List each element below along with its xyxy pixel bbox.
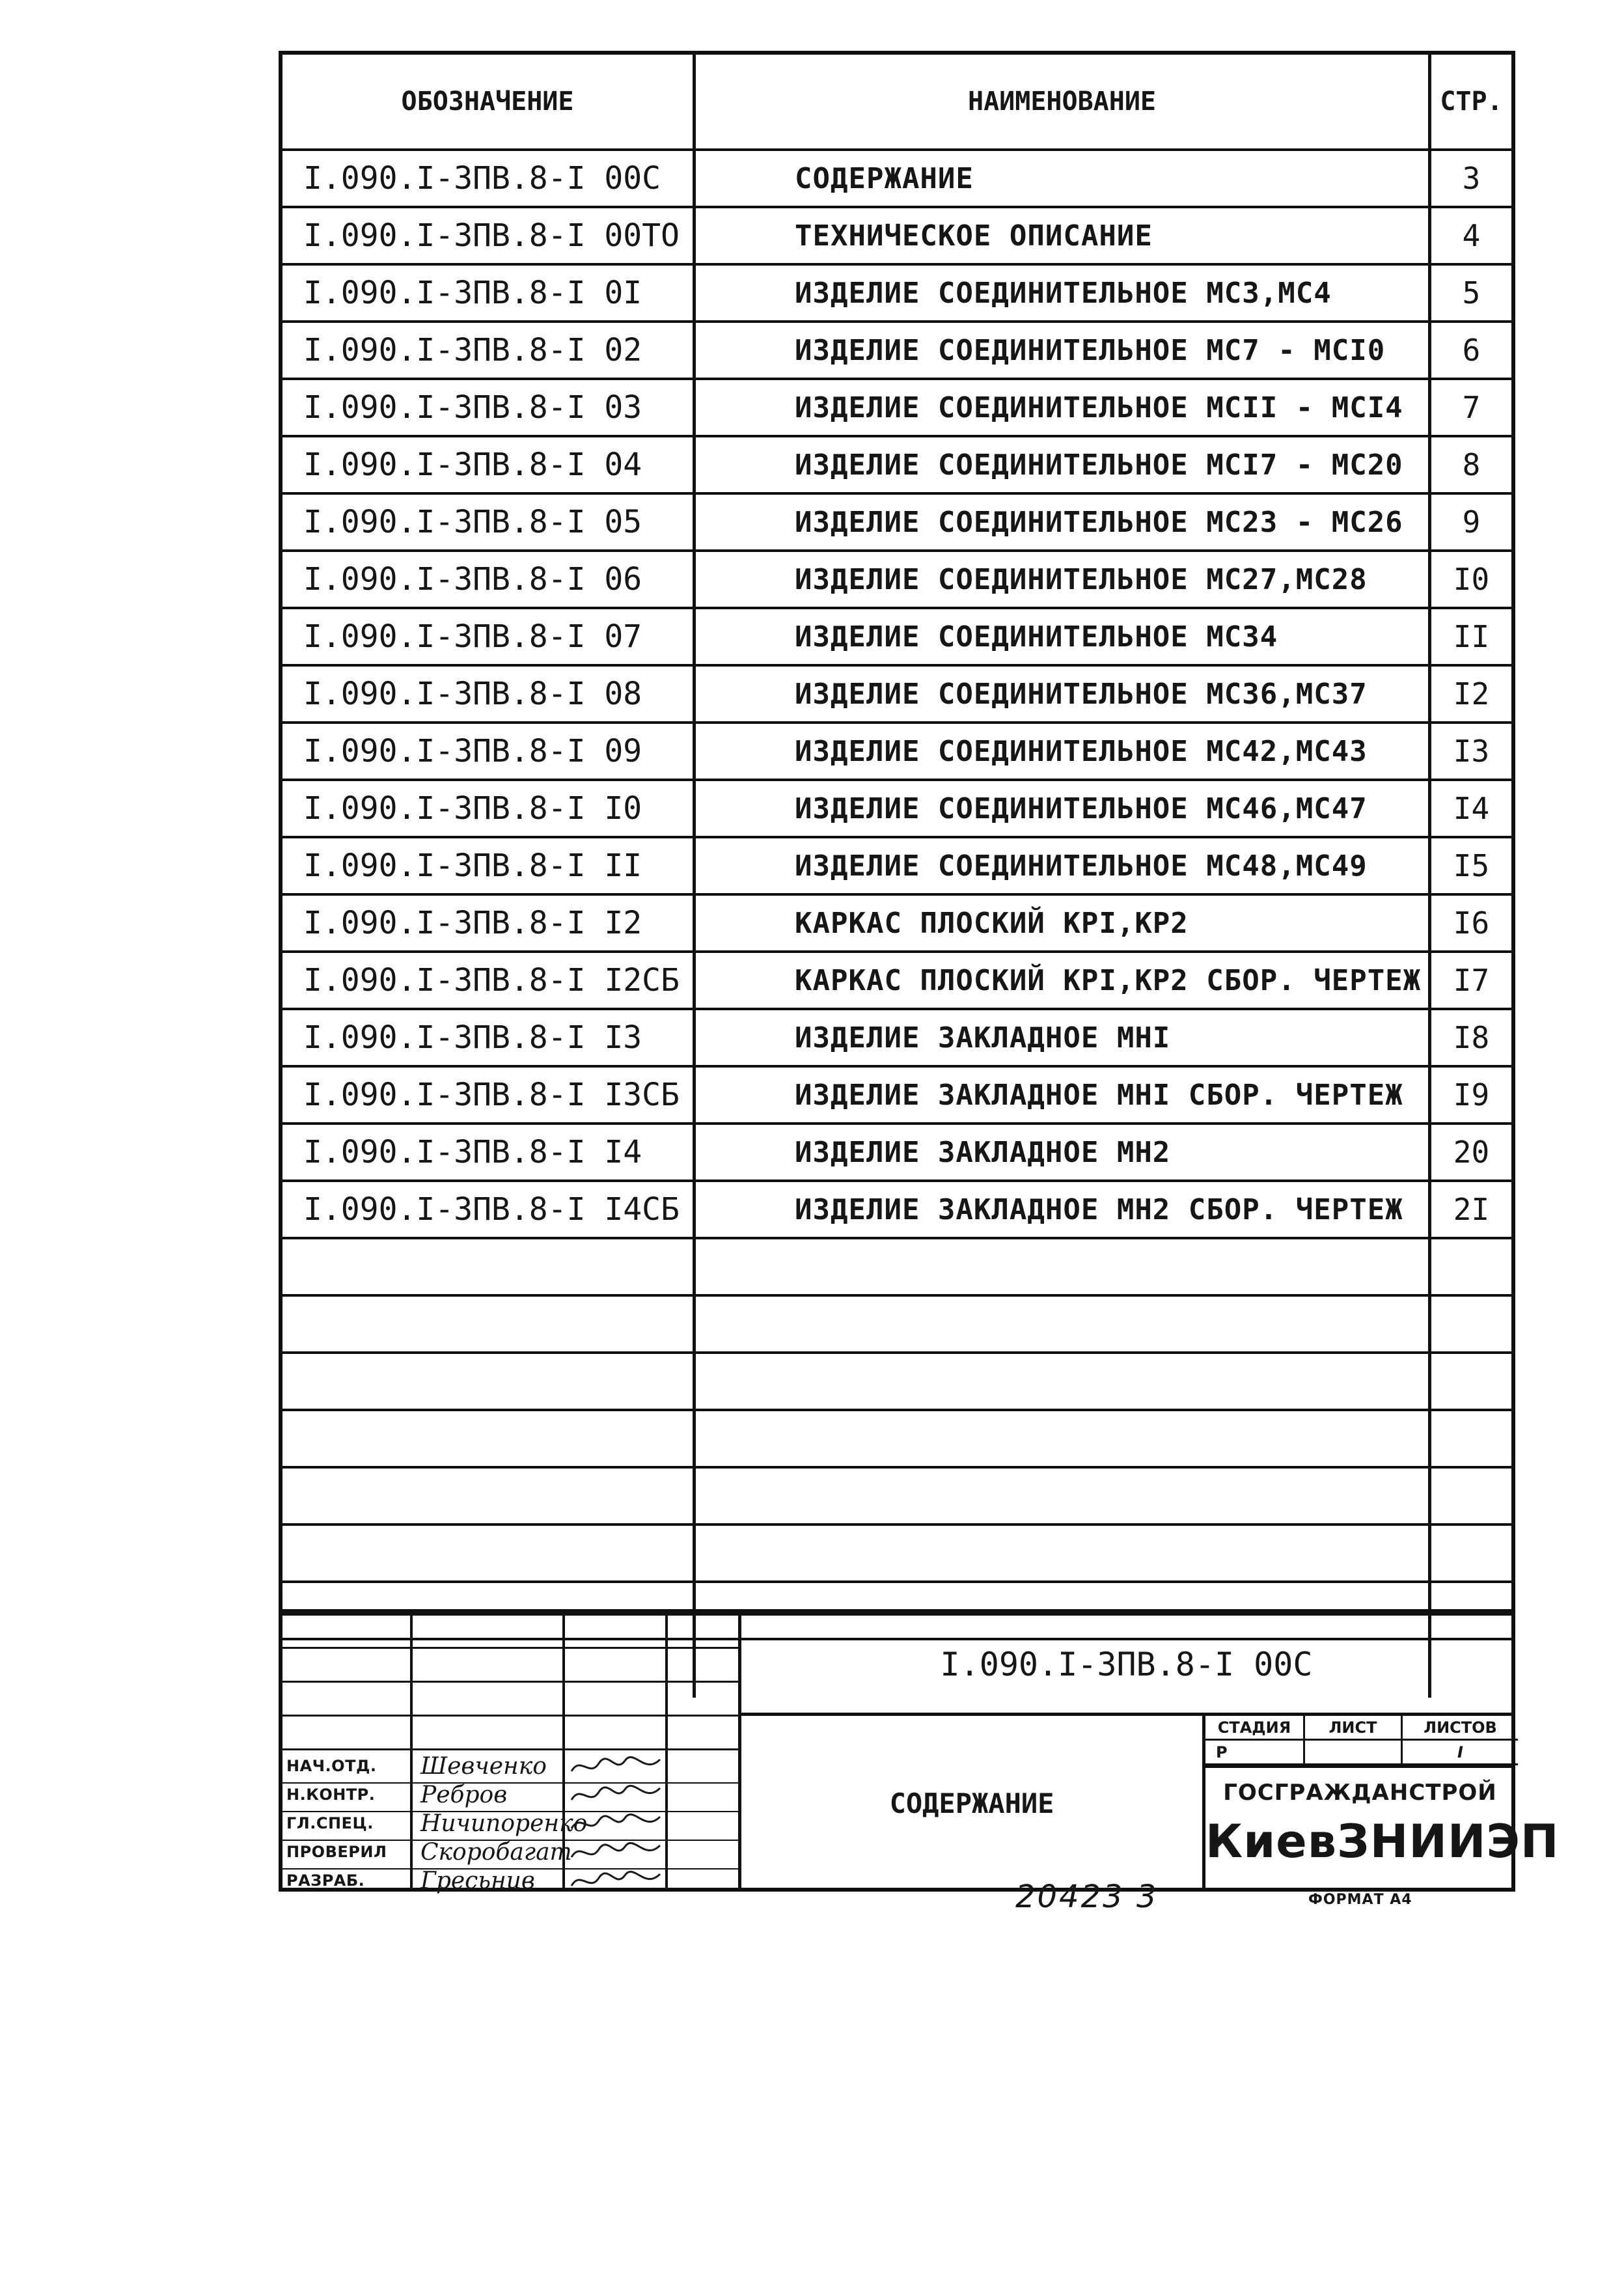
row-name: ИЗДЕЛИЕ СОЕДИНИТЕЛЬНОЕ МС36,МС37	[693, 667, 1428, 721]
row-name	[693, 1297, 1428, 1351]
row-designation: I.090.I-3ПВ.8-I 08	[303, 676, 642, 712]
row-page: 9	[1428, 495, 1511, 549]
row-page: I2	[1428, 667, 1511, 721]
table-row	[282, 667, 1511, 724]
grid-line	[282, 1647, 738, 1649]
row-page: 3	[1428, 151, 1511, 206]
row-page	[1428, 1239, 1511, 1294]
row-designation: I.090.I-3ПВ.8-I 00С	[303, 160, 661, 197]
grid-line	[282, 1681, 738, 1683]
row-name: ИЗДЕЛИЕ СОЕДИНИТЕЛЬНОЕ МС3,МС4	[693, 266, 1428, 320]
stage-grid	[1205, 1716, 1515, 1765]
stage-label: СТАДИЯ	[1205, 1716, 1303, 1741]
row-page: 6	[1428, 323, 1511, 378]
signature-name: Шевченко	[420, 1752, 547, 1780]
row-designation: I.090.I-3ПВ.8-I 05	[303, 504, 642, 540]
row-name: КАРКАС ПЛОСКИЙ КРI,КР2	[693, 896, 1428, 950]
signature-name: Ребров	[420, 1781, 508, 1808]
table-row	[282, 1010, 1511, 1068]
row-name: ИЗДЕЛИЕ СОЕДИНИТЕЛЬНОЕ МС34	[693, 609, 1428, 664]
row-designation	[282, 1239, 693, 1294]
row-page: I7	[1428, 953, 1511, 1008]
signature-role: НАЧ.ОТД.	[286, 1757, 377, 1775]
table-row	[282, 1297, 1511, 1354]
row-name: ИЗДЕЛИЕ ЗАКЛАДНОЕ МН2	[693, 1125, 1428, 1179]
row-designation: I.090.I-3ПВ.8-I I4СБ	[303, 1191, 680, 1228]
document-code: I.090.I-3ПВ.8-I 00С	[741, 1616, 1511, 1716]
row-name: ИЗДЕЛИЕ СОЕДИНИТЕЛЬНОЕ МС7 - МСI0	[693, 323, 1428, 378]
table-row	[282, 1239, 1511, 1297]
table-row	[282, 896, 1511, 953]
row-name: СОДЕРЖАНИЕ	[693, 151, 1428, 206]
header-designation: ОБОЗНАЧЕНИЕ	[401, 87, 574, 117]
table-row	[282, 609, 1511, 667]
row-page	[1428, 1526, 1511, 1580]
table-row	[282, 208, 1511, 266]
handwritten-signature	[568, 1866, 665, 1895]
row-name: ИЗДЕЛИЕ ЗАКЛАДНОЕ МНI	[693, 1010, 1428, 1065]
row-designation: I.090.I-3ПВ.8-I 03	[303, 389, 642, 426]
handwritten-signature	[568, 1838, 665, 1866]
table-row	[282, 724, 1511, 781]
row-name: ИЗДЕЛИЕ ЗАКЛАДНОЕ МН2 СБОР. ЧЕРТЕЖ	[693, 1182, 1428, 1237]
title-block	[279, 1613, 1560, 1894]
signature-row	[282, 1864, 738, 1897]
row-name	[693, 1469, 1428, 1523]
table-row	[282, 1125, 1511, 1182]
row-designation: I.090.I-3ПВ.8-I 02	[303, 332, 642, 368]
table-row	[282, 266, 1511, 323]
signature-table	[282, 1616, 738, 1894]
table-row	[282, 151, 1511, 208]
row-name: ИЗДЕЛИЕ СОЕДИНИТЕЛЬНОЕ МСI7 - МС20	[693, 437, 1428, 492]
organization-parent: ГОСГРАЖДАНСТРОЙ	[1223, 1780, 1497, 1806]
signature-role: РАЗРАБ.	[286, 1871, 365, 1890]
signature-name: Скоробагат	[420, 1838, 572, 1866]
title-block-main	[738, 1616, 1560, 1888]
row-name: ИЗДЕЛИЕ СОЕДИНИТЕЛЬНОЕ МСII - МСI4	[693, 380, 1428, 435]
stage-block	[1202, 1716, 1560, 1890]
row-designation	[282, 1354, 693, 1409]
row-page: 2I	[1428, 1182, 1511, 1237]
row-page: I8	[1428, 1010, 1511, 1065]
table-row	[282, 1182, 1511, 1239]
archive-number: 20423 3	[1015, 1879, 1159, 1915]
row-designation: I.090.I-3ПВ.8-I I3	[303, 1019, 642, 1056]
row-name: ИЗДЕЛИЕ СОЕДИНИТЕЛЬНОЕ МС46,МС47	[693, 781, 1428, 836]
signature-name: Гресьнив	[420, 1867, 535, 1894]
row-designation: I.090.I-3ПВ.8-I 00ТО	[303, 217, 680, 254]
row-page: I6	[1428, 896, 1511, 950]
format-label: ФОРМАТ А4	[1308, 1892, 1412, 1908]
row-page	[1428, 1354, 1511, 1409]
row-name	[693, 1411, 1428, 1466]
table-row	[282, 1068, 1511, 1125]
organization	[1205, 1765, 1560, 1890]
table-row	[282, 838, 1511, 896]
row-designation: I.090.I-3ПВ.8-I II	[303, 848, 642, 884]
row-page: 8	[1428, 437, 1511, 492]
row-designation: I.090.I-3ПВ.8-I 07	[303, 618, 642, 655]
table-header	[282, 55, 1511, 151]
row-designation: I.090.I-3ПВ.8-I I0	[303, 790, 642, 827]
row-designation: I.090.I-3ПВ.8-I I2СБ	[303, 962, 680, 999]
row-name: ИЗДЕЛИЕ СОЕДИНИТЕЛЬНОЕ МС27,МС28	[693, 552, 1428, 607]
table-row	[282, 953, 1511, 1010]
table-row	[282, 380, 1511, 437]
sheet-label: ЛИСТ	[1303, 1716, 1401, 1741]
row-designation	[282, 1297, 693, 1351]
row-name: ИЗДЕЛИЕ СОЕДИНИТЕЛЬНОЕ МС42,МС43	[693, 724, 1428, 779]
row-page: 4	[1428, 208, 1511, 263]
handwritten-signature	[568, 1809, 665, 1838]
table-row	[282, 1526, 1511, 1583]
row-name: ИЗДЕЛИЕ СОЕДИНИТЕЛЬНОЕ МС48,МС49	[693, 838, 1428, 893]
row-page	[1428, 1469, 1511, 1523]
sheets-value: I	[1401, 1741, 1518, 1765]
row-designation: I.090.I-3ПВ.8-I 04	[303, 447, 642, 483]
table-row	[282, 781, 1511, 838]
table-row	[282, 1411, 1511, 1469]
row-designation	[282, 1411, 693, 1466]
row-name: ТЕХНИЧЕСКОЕ ОПИСАНИЕ	[693, 208, 1428, 263]
row-designation	[282, 1469, 693, 1523]
contents-table	[279, 51, 1515, 1613]
row-name	[693, 1239, 1428, 1294]
table-row	[282, 1354, 1511, 1411]
row-designation: I.090.I-3ПВ.8-I 06	[303, 561, 642, 598]
header-name: НАИМЕНОВАНИЕ	[693, 55, 1428, 148]
signature-role: ПРОВЕРИЛ	[286, 1843, 387, 1861]
handwritten-signature	[568, 1752, 665, 1780]
row-page: I4	[1428, 781, 1511, 836]
row-designation: I.090.I-3ПВ.8-I 0I	[303, 275, 642, 311]
row-name: ИЗДЕЛИЕ СОЕДИНИТЕЛЬНОЕ МС23 - МС26	[693, 495, 1428, 549]
row-designation: I.090.I-3ПВ.8-I I2	[303, 905, 642, 941]
signature-role: Н.КОНТР.	[286, 1786, 376, 1804]
handwritten-signature	[568, 1780, 665, 1809]
grid-line	[282, 1715, 738, 1717]
document-name: СОДЕРЖАНИЕ	[889, 1787, 1054, 1819]
sheets-label: ЛИСТОВ	[1401, 1716, 1518, 1741]
row-page: 5	[1428, 266, 1511, 320]
table-row	[282, 437, 1511, 495]
row-page: I9	[1428, 1068, 1511, 1122]
row-page: II	[1428, 609, 1511, 664]
row-page: 7	[1428, 380, 1511, 435]
row-designation: I.090.I-3ПВ.8-I 09	[303, 733, 642, 769]
row-designation	[282, 1526, 693, 1580]
table-row	[282, 323, 1511, 380]
row-page: I5	[1428, 838, 1511, 893]
row-page: I3	[1428, 724, 1511, 779]
table-row	[282, 552, 1511, 609]
row-name: ИЗДЕЛИЕ ЗАКЛАДНОЕ МНI СБОР. ЧЕРТЕЖ	[693, 1068, 1428, 1122]
row-page: 20	[1428, 1125, 1511, 1179]
row-designation: I.090.I-3ПВ.8-I I4	[303, 1134, 642, 1170]
row-page	[1428, 1297, 1511, 1351]
row-page: I0	[1428, 552, 1511, 607]
signature-role: ГЛ.СПЕЦ.	[286, 1814, 374, 1832]
table-row	[282, 1469, 1511, 1526]
row-name	[693, 1354, 1428, 1409]
sheet-value	[1303, 1741, 1401, 1765]
signature-name: Ничипоренко	[420, 1810, 588, 1837]
row-page	[1428, 1411, 1511, 1466]
row-name	[693, 1526, 1428, 1580]
table-row	[282, 495, 1511, 552]
stage-value: Р	[1205, 1741, 1303, 1765]
header-page: СТР.	[1428, 55, 1511, 148]
organization-name: КиевЗНИИЭП	[1205, 1815, 1560, 1868]
row-designation: I.090.I-3ПВ.8-I I3СБ	[303, 1077, 680, 1113]
row-name: КАРКАС ПЛОСКИЙ КРI,КР2 СБОР. ЧЕРТЕЖ	[693, 953, 1428, 1008]
